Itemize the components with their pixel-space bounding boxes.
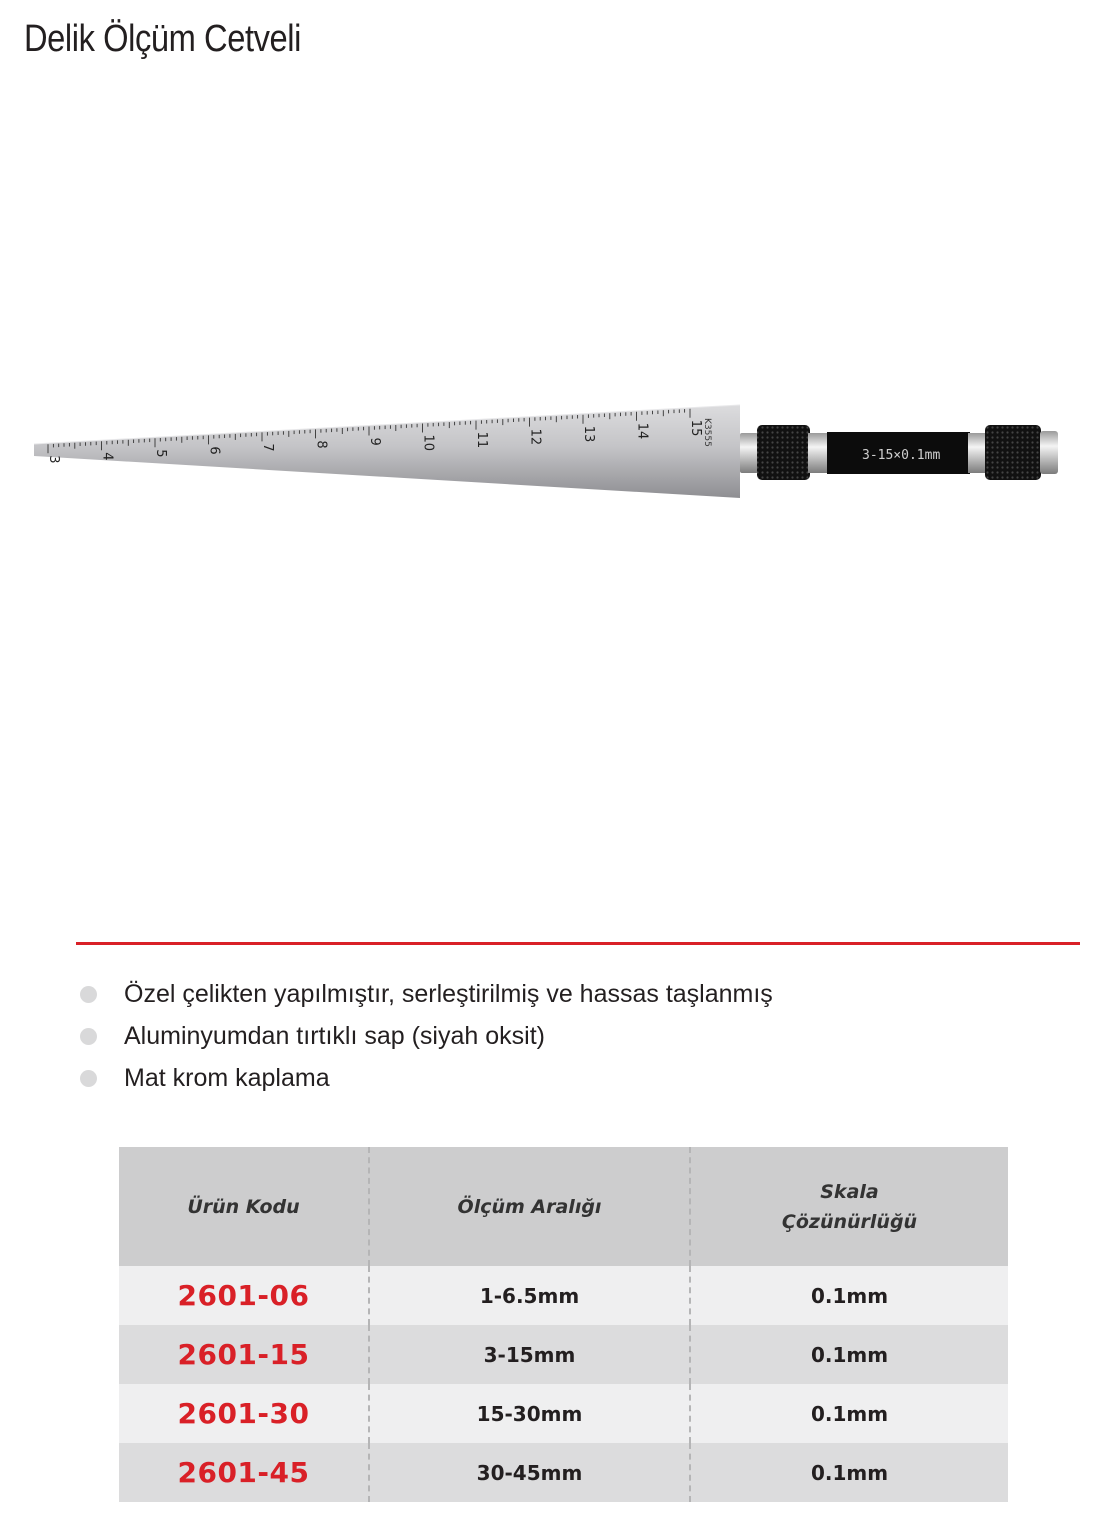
header-scale-resolution (690, 1147, 1008, 1266)
bullet-dot-icon (80, 1070, 97, 1087)
product-code-cell: 2601-30 (119, 1384, 369, 1443)
resolution-cell: 0.1mm (690, 1266, 1008, 1325)
resolution-cell: 0.1mm (690, 1443, 1008, 1502)
feature-text: Özel çelikten yapılmıştır, serleştirilmiş ve hassas taşlanmış (124, 980, 773, 1008)
end-cap (1040, 431, 1058, 474)
chrome-ring (968, 433, 986, 473)
scale-number: 5 (153, 449, 168, 458)
scale-number: 3 (46, 455, 61, 464)
header-resolution-line2: Çözünürlüğü (781, 1210, 918, 1233)
spec-table (119, 1147, 1008, 1502)
scale-number: 8 (313, 440, 329, 449)
header-resolution-line1: Skala (820, 1180, 879, 1203)
scale-number: 11 (474, 431, 489, 449)
table-row (119, 1325, 1008, 1384)
range-cell: 1-6.5mm (369, 1266, 690, 1325)
chrome-ring (740, 433, 758, 473)
scale-number: 7 (260, 443, 275, 452)
scale-number: 13 (581, 425, 596, 443)
chrome-ring (808, 433, 828, 473)
range-cell: 30-45mm (369, 1443, 690, 1502)
taper-blade (34, 405, 740, 498)
feature-item (80, 1057, 773, 1099)
resolution-cell: 0.1mm (690, 1384, 1008, 1443)
brand-mark: K3555 (702, 418, 712, 447)
feature-item (80, 973, 773, 1015)
header-measuring-range: Ölçüm Aralığı (369, 1147, 690, 1266)
header-product-code: Ürün Kodu (119, 1147, 369, 1266)
bullet-dot-icon (80, 986, 97, 1003)
handle-label: 3-15×0.1mm (862, 448, 941, 463)
product-code-cell: 2601-15 (119, 1325, 369, 1384)
knurled-grip-left (757, 425, 810, 480)
scale-number: 4 (99, 452, 115, 461)
feature-item (80, 1015, 773, 1057)
knurled-grip-right (985, 425, 1041, 480)
range-cell: 15-30mm (369, 1384, 690, 1443)
scale-number: 14 (634, 422, 650, 440)
product-code-cell: 2601-06 (119, 1266, 369, 1325)
feature-list (80, 973, 773, 1099)
scale-number: 9 (367, 437, 382, 446)
scale-number: 12 (527, 428, 543, 446)
table-row (119, 1443, 1008, 1502)
bullet-dot-icon (80, 1028, 97, 1045)
taper-gauge-image (0, 380, 1097, 530)
scale-number: 15 (688, 419, 703, 437)
resolution-cell: 0.1mm (690, 1325, 1008, 1384)
section-divider (76, 942, 1080, 945)
feature-text: Aluminyumdan tırtıklı sap (siyah oksit) (124, 1022, 545, 1050)
table-header-row (119, 1147, 1008, 1266)
scale-number: 10 (420, 434, 436, 452)
range-cell: 3-15mm (369, 1325, 690, 1384)
table-row (119, 1384, 1008, 1443)
table-row (119, 1266, 1008, 1325)
page-title: Delik Ölçüm Cetveli (24, 18, 301, 60)
scale-number: 6 (206, 446, 222, 455)
feature-text: Mat krom kaplama (124, 1064, 330, 1092)
product-code-cell: 2601-45 (119, 1443, 369, 1502)
